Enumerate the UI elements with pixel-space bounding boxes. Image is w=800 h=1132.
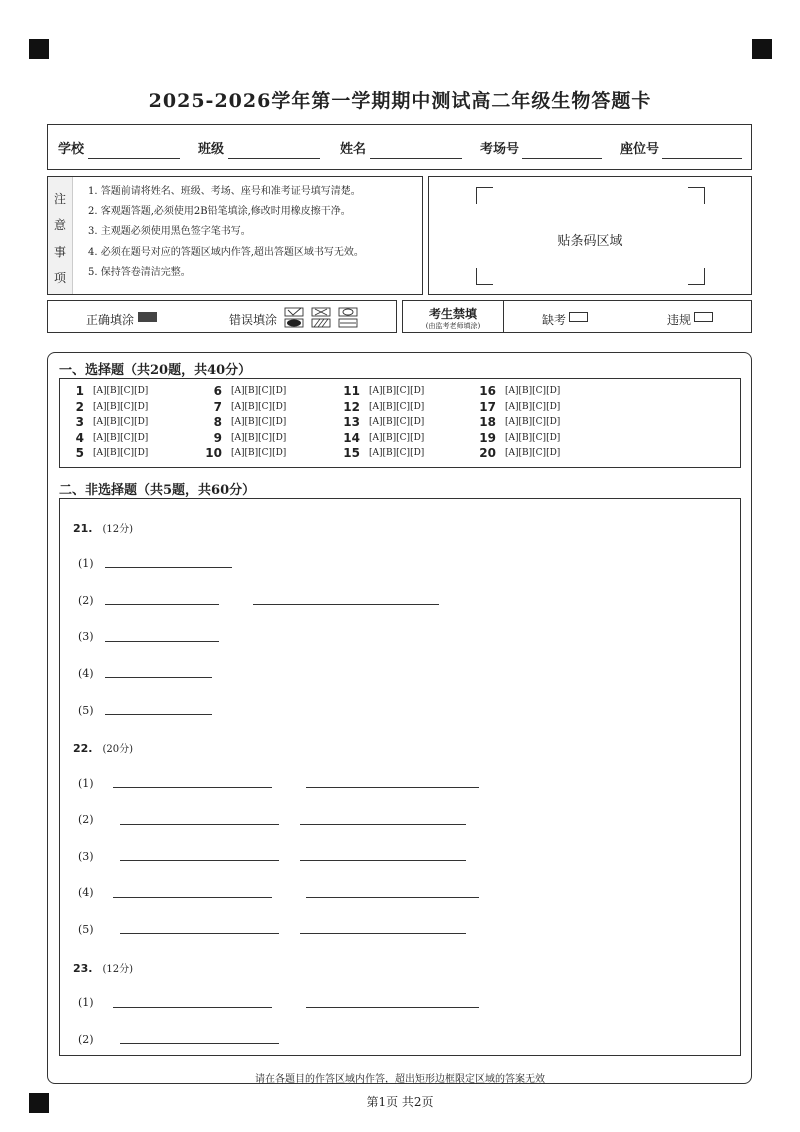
q22-answer-line[interactable] (120, 824, 279, 825)
q21-sub-label: (3) (78, 630, 94, 643)
notice-side-panel (48, 177, 73, 294)
mc-answer-bubbles[interactable]: [A][B][C][D] (93, 401, 149, 412)
mc-question-number: 10 (205, 446, 222, 460)
q22-answer-line[interactable] (306, 897, 479, 898)
exam-room-label: 考场号 (480, 142, 520, 157)
mc-question-number: 19 (479, 430, 496, 445)
q22-answer-line[interactable] (300, 933, 466, 934)
question-score: (12分) (102, 964, 134, 975)
q22-answer-line[interactable] (120, 933, 279, 934)
mc-answer-bubbles[interactable]: [A][B][C][D] (369, 401, 425, 412)
page-number: 第1页 共2页 (366, 1095, 434, 1109)
q22-answer-line[interactable] (113, 897, 272, 898)
q23-answer-line[interactable] (306, 1007, 479, 1008)
barcode-area (428, 176, 752, 295)
notice-item: 2. 客观题答题,必须使用2B铅笔填涂,修改时用橡皮擦干净。 (88, 206, 351, 217)
mc-question-number: 7 (213, 399, 222, 414)
q21-answer-line[interactable] (105, 677, 212, 678)
mc-answer-bubbles[interactable]: [A][B][C][D] (93, 448, 149, 458)
mc-answer-bubbles[interactable]: [A][B][C][D] (505, 386, 561, 396)
mc-answer-bubbles[interactable]: [A][B][C][D] (369, 386, 425, 396)
open-question-box (59, 498, 741, 1056)
notice-char: 意 (54, 218, 67, 232)
q21-sub-label: (4) (78, 667, 94, 680)
notice-item: 5. 保持答卷清洁完整。 (88, 267, 191, 278)
mc-question-number: 8 (213, 415, 222, 429)
mc-answer-bubbles[interactable]: [A][B][C][D] (505, 417, 561, 427)
school-label: 学校 (58, 142, 85, 157)
fill-example-box (47, 300, 397, 333)
section2-title: 二、非选择题（共5题，共60分） (59, 483, 256, 498)
q21-answer-line[interactable] (105, 641, 219, 642)
mc-question-number: 14 (343, 430, 360, 445)
mc-question-number: 6 (213, 384, 222, 398)
mc-question-number: 1 (75, 384, 84, 398)
mc-question-number: 2 (75, 399, 84, 414)
mc-answer-bubbles[interactable]: [A][B][C][D] (231, 401, 287, 412)
mc-question-number: 17 (479, 399, 496, 414)
question-22-title (73, 740, 133, 755)
exam-status-title: 考生禁填 (428, 307, 477, 321)
correct-fill-label: 正确填涂 (86, 313, 135, 327)
notice-item: 3. 主观题必须使用黑色签字笔书写。 (88, 226, 251, 237)
name-label: 姓名 (340, 142, 367, 157)
q22-sub-label: (4) (78, 886, 94, 899)
barcode-label: 贴条码区域 (557, 234, 623, 249)
q21-sub-label: (1) (78, 557, 94, 570)
mc-question-number: 3 (75, 415, 84, 429)
mc-question-number: 13 (343, 415, 360, 429)
mc-answer-bubbles[interactable]: [A][B][C][D] (369, 448, 425, 458)
notice-box (47, 176, 423, 295)
mc-answer-bubbles[interactable]: [A][B][C][D] (505, 448, 561, 458)
mc-answer-bubbles[interactable]: [A][B][C][D] (231, 448, 287, 458)
mc-answer-bubbles[interactable]: [A][B][C][D] (231, 432, 287, 443)
question-21-title (73, 520, 133, 535)
mc-answer-bubbles[interactable]: [A][B][C][D] (369, 432, 425, 443)
q22-answer-line[interactable] (300, 824, 466, 825)
correct-fill-sample (138, 312, 157, 322)
page-title: 2025-2026学年第一学期期中测试高二年级生物答题卡 (148, 90, 652, 112)
wrong-fill-label: 错误填涂 (229, 313, 278, 327)
q22-sub-label: (3) (78, 850, 94, 863)
q23-answer-line[interactable] (120, 1043, 279, 1044)
violation-checkbox[interactable] (694, 312, 713, 322)
mc-answer-bubbles[interactable]: [A][B][C][D] (231, 386, 287, 396)
q22-answer-line[interactable] (120, 860, 279, 861)
seat-field[interactable] (662, 158, 742, 159)
mc-answer-bubbles[interactable]: [A][B][C][D] (231, 417, 287, 427)
q23-sub-label: (1) (78, 996, 94, 1009)
exam-status-label-cell (403, 301, 504, 332)
mc-answer-bubbles[interactable]: [A][B][C][D] (93, 386, 149, 396)
mc-answer-bubbles[interactable]: [A][B][C][D] (93, 417, 149, 427)
question-number: 23. (73, 962, 93, 975)
exam-status-subtitle: (由监考老师填涂) (425, 322, 481, 330)
q21-answer-line[interactable] (253, 604, 439, 605)
question-score: (12分) (102, 524, 134, 535)
question-number: 22. (73, 742, 93, 755)
question-number: 21. (73, 522, 93, 535)
q22-answer-line[interactable] (300, 860, 466, 861)
q21-sub-label: (2) (78, 594, 94, 607)
wrong-fill-samples-icon (284, 307, 362, 329)
mc-question-number: 15 (343, 446, 360, 460)
mc-answer-bubbles[interactable]: [A][B][C][D] (505, 432, 561, 443)
mc-answer-bubbles[interactable]: [A][B][C][D] (93, 432, 149, 443)
name-field[interactable] (370, 158, 462, 159)
class-field[interactable] (228, 158, 320, 159)
q22-sub-label: (1) (78, 777, 94, 790)
q23-answer-line[interactable] (113, 1007, 272, 1008)
q22-sub-label: (5) (78, 923, 94, 936)
q21-answer-line[interactable] (105, 714, 212, 715)
mc-answer-bubbles[interactable]: [A][B][C][D] (369, 417, 425, 427)
question-score: (20分) (102, 744, 134, 755)
mc-question-number: 18 (479, 415, 496, 429)
q22-sub-label: (2) (78, 813, 94, 826)
notice-char: 项 (54, 271, 67, 285)
mc-answer-bubbles[interactable]: [A][B][C][D] (505, 401, 561, 412)
absent-label: 缺考 (542, 313, 567, 327)
mc-question-number: 16 (479, 384, 496, 398)
notice-char: 注 (54, 192, 67, 206)
barcode-corner-bl (476, 268, 493, 285)
mc-question-number: 11 (343, 384, 360, 398)
exam-room-field[interactable] (522, 158, 602, 159)
notice-item: 4. 必须在题号对应的答题区域内作答,超出答题区域书写无效。 (88, 247, 364, 258)
violation-label: 违规 (667, 313, 692, 327)
barcode-corner-tl (476, 187, 493, 204)
q23-sub-label: (2) (78, 1033, 94, 1046)
mc-question-number: 20 (479, 446, 496, 460)
absent-checkbox[interactable] (569, 312, 588, 322)
barcode-corner-br (688, 268, 705, 285)
mc-question-number: 12 (343, 399, 360, 414)
registration-mark-top-right (752, 39, 772, 59)
q21-answer-line[interactable] (105, 567, 232, 568)
notice-char: 事 (54, 245, 67, 259)
q21-sub-label: (5) (78, 704, 94, 717)
answer-area-footnote: 请在各题目的作答区域内作答，超出矩形边框限定区域的答案无效 (255, 1074, 545, 1085)
exam-status-box (402, 300, 752, 333)
barcode-corner-tr (688, 187, 705, 204)
mc-question-number: 5 (75, 446, 84, 460)
student-info-box (47, 124, 752, 170)
registration-mark-top-left (29, 39, 49, 59)
seat-label: 座位号 (620, 142, 660, 157)
q22-answer-line[interactable] (113, 787, 272, 788)
mc-question-number: 9 (213, 430, 222, 445)
section1-title: 一、选择题（共20题，共40分） (59, 363, 252, 378)
q22-answer-line[interactable] (306, 787, 479, 788)
notice-item: 1. 答题前请将姓名、班级、考场、座号和准考证号填写清楚。 (88, 186, 361, 197)
q21-answer-line[interactable] (105, 604, 219, 605)
class-label: 班级 (198, 142, 225, 157)
question-23-title (73, 960, 133, 975)
mc-question-number: 4 (75, 430, 84, 445)
school-field[interactable] (88, 158, 180, 159)
